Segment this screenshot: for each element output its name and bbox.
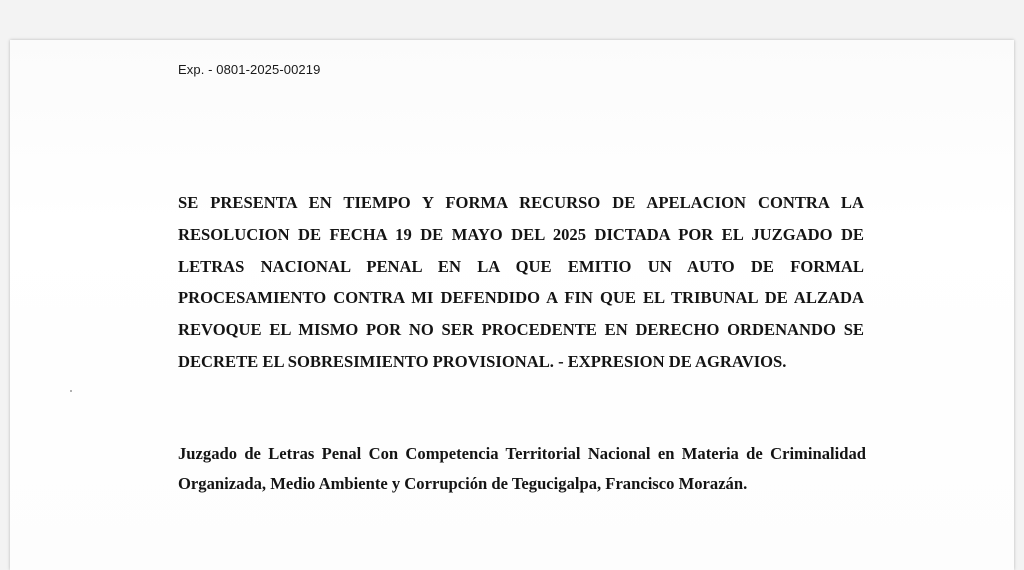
document-page <box>10 40 1014 570</box>
court-name: Juzgado de Letras Penal Con Competencia Territorial Nacional en Materia de Criminalidad Organizada, Medio Ambiente y Corrupción de Tegucigalpa, Francisco Morazán. <box>178 444 866 493</box>
document-heading: SE PRESENTA EN TIEMPO Y FORMA RECURSO DE APELACION CONTRA LA RESOLUCION DE FECHA 19 DE MAYO DEL 2025 DICTADA POR EL JUZGADO DE LETRAS NACIONAL PENAL EN LA QUE EMITIO UN AUTO DE FORMAL PROCESAMIENTO CONTRA MI DEFENDIDO A FIN QUE EL TRIBUNAL DE ALZADA REVOQUE EL MISMO POR NO SER PROCEDENTE EN DERECHO ORDENANDO SE DECRETE EL SOBRESIMIENTO PROVISIONAL. - EXPRESION DE AGRAVIOS. <box>178 193 864 371</box>
scan-speck <box>70 390 72 392</box>
case-number: Exp. - 0801-2025-00219 <box>178 62 321 77</box>
